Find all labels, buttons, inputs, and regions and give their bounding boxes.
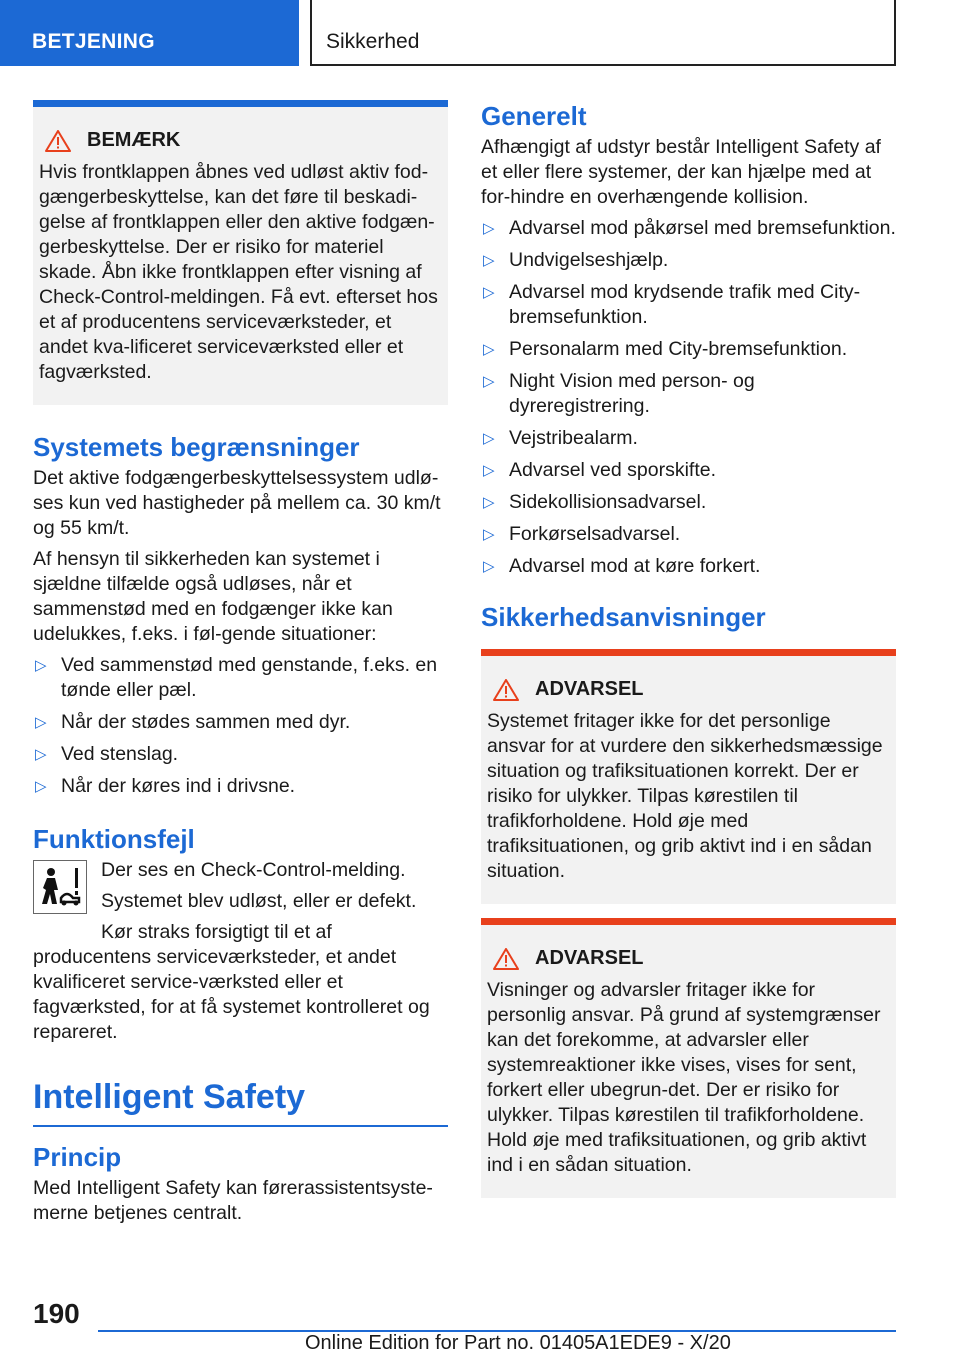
list-item: ▷ Ved sammenstød med genstande, f.eks. en tønde eller pæl.: [35, 654, 438, 701]
warning-text-2: Visninger og advarsler fritager ikke for personlig ansvar. På grund af systemgrænser kan det forekomme, at advarsler eller systemreaktioner ikke vises, vises for sent, forkert eller ubegrun-det. Der er risiko for ulykker. Tilpas kørestilen til trafikforholdene. Hold øje med trafiksituationen, og grib aktivt ind i en sådan situation.: [487, 979, 881, 1176]
malfunction-line-3: Kør straks forsigtigt til et af producentens serviceværksteder, et andet kvalificeret service-værksted eller et fagværksted, for at få systemet kontrolleret og repareret.: [33, 921, 430, 1043]
malfunction-heading: Funktionsfejl: [33, 824, 195, 854]
malfunction-block: [33, 858, 448, 1045]
warning-triangle-icon: [45, 130, 71, 152]
list-item: ▷ Night Vision med person- og dyreregistrering.: [483, 370, 755, 417]
warning-box-1: [481, 649, 896, 904]
triangle-bullet-icon: ▷: [483, 284, 495, 301]
intelligent-safety-heading: Intelligent Safety: [33, 1078, 306, 1116]
triangle-bullet-icon: ▷: [483, 462, 495, 479]
malfunction-line-2: Systemet blev udløst, eller er defekt.: [101, 890, 417, 912]
list-item: ▷ Advarsel mod at køre forkert.: [483, 555, 761, 577]
general-heading: Generelt: [481, 101, 587, 131]
warning-triangle-icon: [493, 948, 519, 970]
warning-triangle-icon: [493, 679, 519, 701]
pedestrian-protection-warning-icon: [33, 860, 87, 914]
right-column: [481, 100, 896, 1198]
general-intro: Afhængigt af udstyr består Intelligent Safety af et eller flere systemer, der kan hjælpe med at for-hindre en overhængende kollision.: [481, 136, 881, 208]
malfunction-line-1: Der ses en Check-Control-melding.: [101, 859, 406, 881]
triangle-bullet-icon: ▷: [35, 746, 47, 763]
triangle-bullet-icon: ▷: [483, 373, 495, 390]
section-divider: [33, 1125, 448, 1127]
limits-list: [33, 653, 448, 799]
triangle-bullet-icon: ▷: [35, 778, 47, 795]
list-item: ▷ Advarsel mod påkørsel med bremsefunktion.: [483, 217, 896, 239]
limits-para-1: Det aktive fodgængerbeskyttelsessystem udlø-ses kun ved hastigheder på mellem ca. 30 km/t og 55 km/t.: [33, 467, 441, 539]
note-header: [39, 129, 440, 152]
warning-label-2: ADVARSEL: [535, 947, 644, 969]
list-item: ▷ Forkørselsadvarsel.: [483, 523, 681, 545]
list-item: ▷ Når der stødes sammen med dyr.: [35, 711, 351, 733]
warning-box-2: [481, 918, 896, 1198]
limits-para-2: Af hensyn til sikkerheden kan systemet i sjældne tilfælde også udløses, når et sammenstød med en fodgænger ikke kan udelukkes, f.eks. i føl-gende situationer:: [33, 548, 393, 645]
triangle-bullet-icon: ▷: [35, 657, 47, 674]
list-item: ▷ Vejstribealarm.: [483, 427, 638, 449]
note-label: BEMÆRK: [87, 129, 181, 151]
triangle-bullet-icon: ▷: [483, 526, 495, 543]
warning-header-1: [487, 678, 888, 701]
principle-text: Med Intelligent Safety kan førerassistentsyste-merne betjenes centralt.: [33, 1176, 433, 1224]
limits-heading: Systemets begrænsninger: [33, 432, 360, 462]
edition-text: Online Edition for Part no. 01405A1EDE9 - X/20: [305, 1332, 731, 1354]
warning-text-1: Systemet fritager ikke for det personlige ansvar for at vurdere den sikkerhedsmæssige situation og trafiksituationen korrekt. Der er risiko for ulykker. Tilpas kørestilen til trafikforholdene. Hold øje med trafiksituationen, og grib aktivt ind i en sådan situation.: [487, 710, 883, 882]
list-item: ▷ Undvigelseshjælp.: [483, 249, 669, 271]
page-header: [0, 0, 960, 66]
chapter-title: Sikkerhed: [310, 0, 896, 66]
principle-heading: Princip: [33, 1141, 122, 1172]
list-item: ▷ Personalarm med City-bremsefunktion.: [483, 338, 848, 360]
triangle-bullet-icon: ▷: [483, 558, 495, 575]
triangle-bullet-icon: ▷: [35, 714, 47, 731]
list-item: ▷ Sidekollisionsadvarsel.: [483, 491, 707, 513]
left-column: [33, 100, 448, 1232]
page-number: 190: [33, 1298, 80, 1329]
triangle-bullet-icon: ▷: [483, 252, 495, 269]
list-item: ▷ Advarsel ved sporskifte.: [483, 459, 717, 481]
list-item: ▷ Advarsel mod krydsende trafik med City-bremsefunktion.: [483, 281, 861, 328]
list-item: ▷ Ved stenslag.: [35, 743, 179, 765]
warning-label-1: ADVARSEL: [535, 678, 644, 700]
safety-notes-heading: Sikkerhedsanvisninger: [481, 602, 766, 632]
section-tab: BETJENING: [0, 0, 299, 66]
note-text: Hvis frontklappen åbnes ved udløst aktiv fod-gængerbeskyttelse, kan det føre til beskadi-gelse af frontklappen eller den aktive fodgæn-gerbeskyttelse. Der er risiko for materiel skade. Åbn ikke frontklappen efter visning af Check-Control-meldingen. Få evt. efterset hos et af producentens serviceværksteder, et andet kva-lificeret serviceværksted eller et fagværksted.: [39, 161, 438, 383]
triangle-bullet-icon: ▷: [483, 341, 495, 358]
note-box: [33, 100, 448, 405]
warning-header-2: [487, 947, 888, 970]
triangle-bullet-icon: ▷: [483, 220, 495, 237]
triangle-bullet-icon: ▷: [483, 494, 495, 511]
general-list: [481, 216, 896, 579]
triangle-bullet-icon: ▷: [483, 430, 495, 447]
list-item: ▷ Når der køres ind i drivsne.: [35, 775, 296, 797]
